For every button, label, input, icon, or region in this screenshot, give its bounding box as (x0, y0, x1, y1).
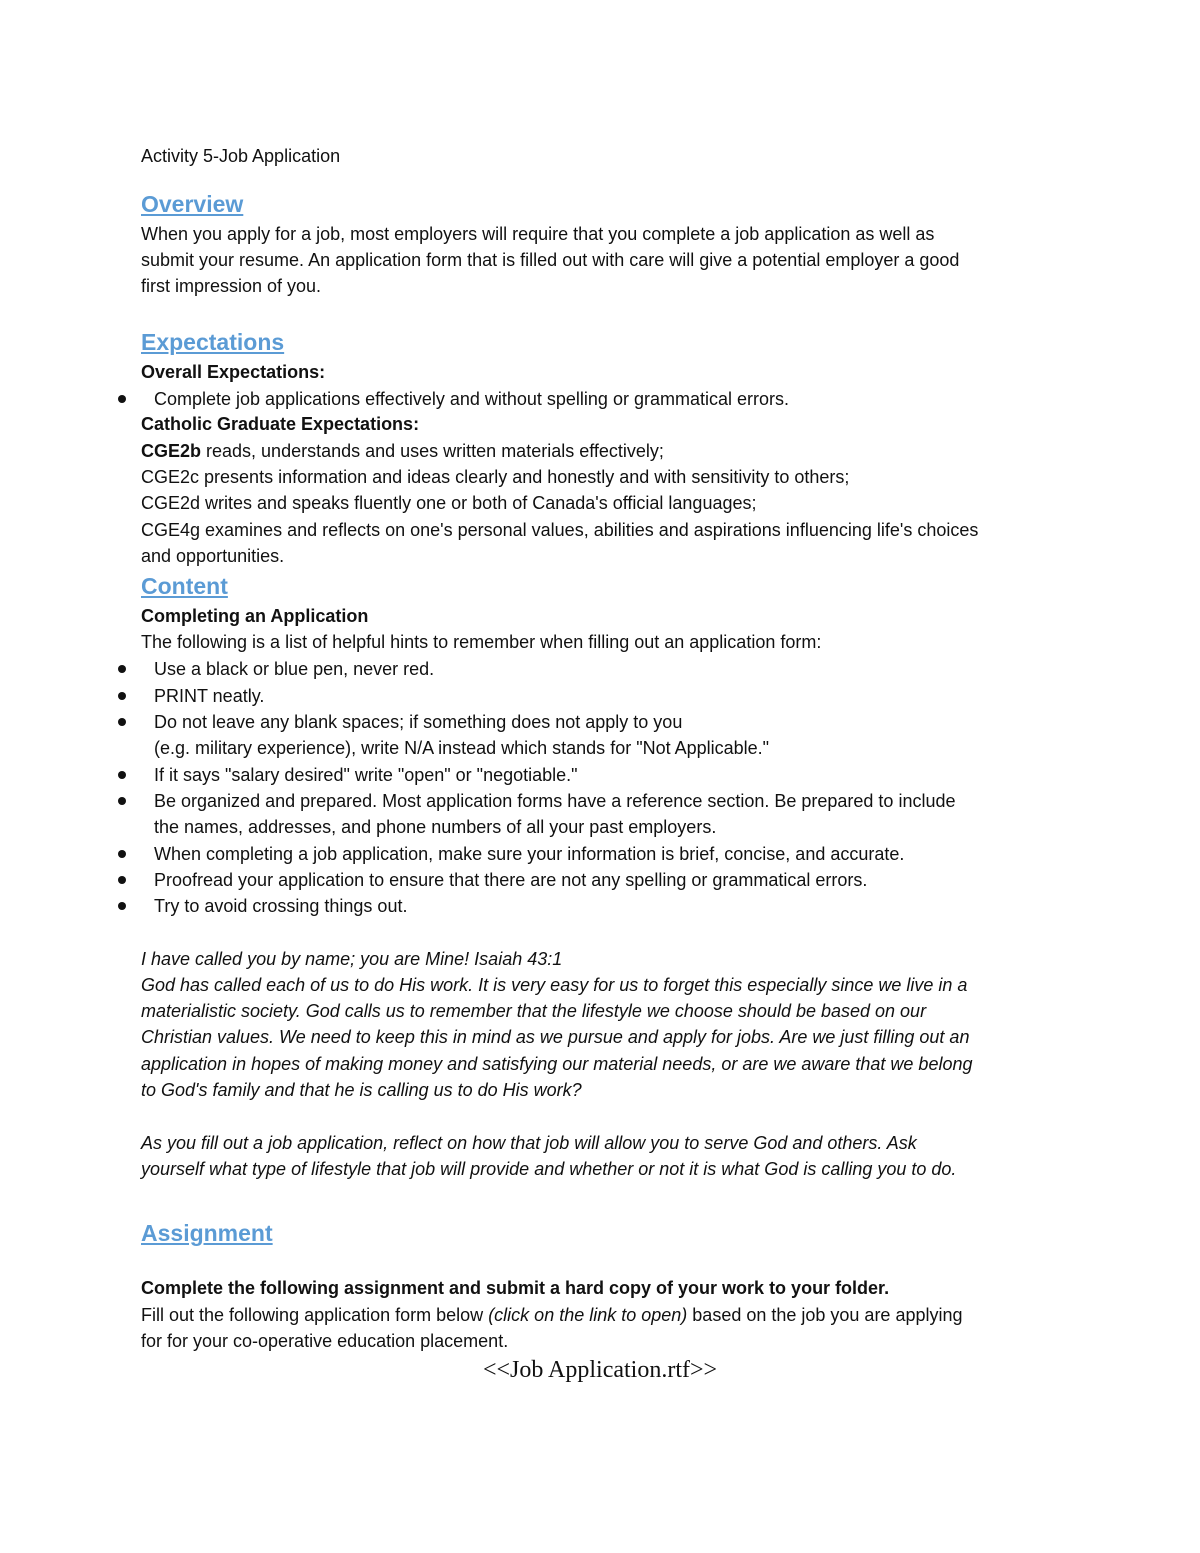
cge-item: CGE4g examines and reflects on one's personal values, abilities and aspirations influencing life's choices (141, 520, 979, 540)
hint-item: Try to avoid crossing things out. (154, 896, 408, 916)
hint-item: PRINT neatly. (154, 686, 265, 706)
link-hint: (click on the link to open) (488, 1305, 688, 1325)
hint-item: Use a black or blue pen, never red. (154, 659, 435, 679)
content-intro: The following is a list of helpful hints to remember when filling out an application form: (141, 632, 822, 652)
bullet-icon (118, 771, 126, 779)
hint-item-continued: the names, addresses, and phone numbers of all your past employers. (154, 817, 717, 837)
assignment-instruction: Complete the following assignment and submit a hard copy of your work to your folder. (141, 1278, 890, 1298)
assignment-heading: Assignment (141, 1220, 273, 1246)
scripture-quote: I have called you by name; you are Mine! Isaiah 43:1 (141, 949, 563, 969)
reflection-line: yourself what type of lifestyle that job will provide and whether or not it is what God is calling you to do. (141, 1159, 957, 1179)
overview-line: submit your resume. An application form that is filled out with care will give a potential employer a good (141, 250, 960, 270)
hint-item: When completing a job application, make sure your information is brief, concise, and accurate. (154, 844, 905, 864)
hint-item: If it says "salary desired" write "open" or "negotiable." (154, 765, 578, 785)
bullet-icon (118, 692, 126, 700)
bullet-icon (118, 395, 126, 403)
overall-expectations-label: Overall Expectations: (141, 362, 326, 382)
cge-item: CGE2c presents information and ideas clearly and honestly and with sensitivity to others; (141, 467, 850, 487)
content-subheading: Completing an Application (141, 606, 369, 626)
overview-line: first impression of you. (141, 276, 322, 296)
content-heading: Content (141, 573, 228, 599)
reflection-line: Christian values. We need to keep this in mind as we pursue and apply for jobs. Are we just filling out an (141, 1027, 970, 1047)
bullet-icon (118, 718, 126, 726)
assignment-line: for for your co-operative education placement. (141, 1331, 509, 1351)
reflection-line: As you fill out a job application, reflect on how that job will allow you to serve God and others. Ask (141, 1133, 917, 1153)
catholic-expectations-label: Catholic Graduate Expectations: (141, 414, 420, 434)
bullet-icon (118, 876, 126, 884)
assignment-line: Fill out the following application form below (click on the link to open) based on the job you are applying (141, 1305, 963, 1325)
reflection-line: application in hopes of making money and satisfying our material needs, or are we aware that we belong (141, 1054, 973, 1074)
bullet-icon (118, 665, 126, 673)
reflection-line: to God's family and that he is calling us to do His work? (141, 1080, 582, 1100)
bullet-icon (118, 902, 126, 910)
document-title: Activity 5-Job Application (141, 146, 341, 166)
bullet-icon (118, 797, 126, 805)
cge-item-continued: and opportunities. (141, 546, 285, 566)
overall-expectation-item: Complete job applications effectively and without spelling or grammatical errors. (154, 389, 789, 409)
expectations-heading: Expectations (141, 329, 285, 355)
cge-item: CGE2b reads, understands and uses written materials effectively; (141, 441, 664, 461)
reflection-line: materialistic society. God calls us to remember that the lifestyle we choose should be based on our (141, 1001, 927, 1021)
cge-item: CGE2d writes and speaks fluently one or both of Canada's official languages; (141, 493, 757, 513)
hint-item-continued: (e.g. military experience), write N/A instead which stands for "Not Applicable." (154, 738, 770, 758)
overview-heading: Overview (141, 191, 244, 217)
hint-item: Be organized and prepared. Most application forms have a reference section. Be prepared to include (154, 791, 956, 811)
hint-item: Do not leave any blank spaces; if something does not apply to you (154, 712, 683, 732)
reflection-line: God has called each of us to do His work. It is very easy for us to forget this especially since we live in a (141, 975, 968, 995)
job-application-attachment-link[interactable]: <<Job Application.rtf>> (482, 1357, 718, 1383)
bullet-icon (118, 850, 126, 858)
overview-line: When you apply for a job, most employers will require that you complete a job application as well as (141, 224, 935, 244)
hint-item: Proofread your application to ensure that there are not any spelling or grammatical errors. (154, 870, 868, 890)
